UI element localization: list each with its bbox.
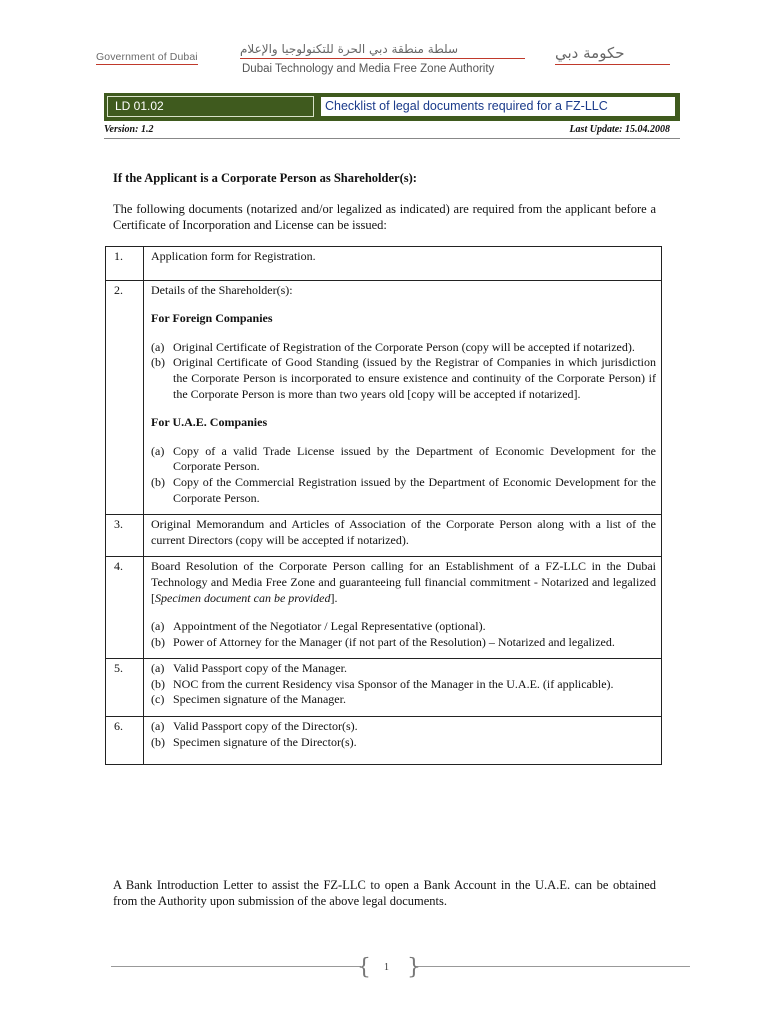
list-item: (b) Copy of the Commercial Registration issued by the Department of Economic Development for the Corporate Person. bbox=[151, 474, 656, 505]
table-row bbox=[106, 515, 662, 557]
foreign-requirements-list bbox=[151, 340, 656, 402]
government-of-dubai-logo-text: Government of Dubai bbox=[96, 51, 198, 63]
list-item: (b) NOC from the current Residency visa Sponsor of the Manager in the U.A.E. (if applicable). bbox=[151, 676, 614, 691]
authority-arabic-name: سلطة منطقة دبي الحرة للتكنولوجيا والإعلام bbox=[240, 42, 525, 56]
table-row bbox=[106, 659, 662, 717]
item-number: 3. bbox=[106, 515, 144, 557]
last-update-label: Last Update: 15.04.2008 bbox=[569, 124, 670, 135]
table-row bbox=[106, 247, 662, 281]
foreign-companies-heading: For Foreign Companies bbox=[151, 311, 273, 326]
specimen-note: Specimen document can be provided bbox=[155, 590, 331, 605]
item-number: 1. bbox=[106, 247, 144, 281]
footer-brace-right: } bbox=[407, 955, 421, 980]
item-text bbox=[144, 717, 662, 765]
document-title: Checklist of legal documents required for a FZ-LLC bbox=[320, 96, 676, 117]
director-requirements-list bbox=[151, 719, 656, 750]
version-label: Version: 1.2 bbox=[104, 124, 154, 135]
list-item: (a) Original Certificate of Registration of the Corporate Person (copy will be accepted if notarized). bbox=[151, 339, 635, 354]
table-row bbox=[106, 280, 662, 515]
board-resolution-list bbox=[151, 619, 656, 650]
document-code: LD 01.02 bbox=[107, 96, 314, 117]
item-description: Board Resolution of the Corporate Person calling for an Establishment of a FZ-LLC in the Dubai Technology and Media Free Zone and guaranteeing full financial commitment - Notarized and legalized [Specimen document can be provided]. bbox=[151, 559, 656, 605]
item-description: Original Memorandum and Articles of Association of the Corporate Person along with a list of the current Directors (copy will be accepted if notarized). bbox=[151, 517, 656, 547]
item-text bbox=[144, 280, 662, 515]
section-heading: If the Applicant is a Corporate Person as Shareholder(s): bbox=[113, 171, 417, 185]
table-row bbox=[106, 557, 662, 659]
list-item: (b) Original Certificate of Good Standing (issued by the Registrar of Companies in which jurisdiction the Corporate Person is incorporated to ensure existence and continuity of the Corporate Person) if the Corporate Person is more than two years old [copy will be accepted if notarized]. bbox=[151, 355, 656, 401]
item-text bbox=[144, 557, 662, 659]
document-title-bar bbox=[104, 93, 680, 121]
list-item: (a) Appointment of the Negotiator / Legal Representative (optional). bbox=[151, 619, 486, 634]
list-item: (a) Valid Passport copy of the Manager. bbox=[151, 661, 347, 676]
header-divider bbox=[104, 138, 680, 139]
footer-rule-left bbox=[111, 966, 361, 967]
uae-requirements-list bbox=[151, 444, 656, 506]
manager-requirements-list bbox=[151, 661, 656, 708]
page-number: 1 bbox=[384, 962, 389, 973]
item-number: 2. bbox=[106, 280, 144, 515]
intro-paragraph: The following documents (notarized and/or legalized as indicated) are required from the applicant before a Certificate of Incorporation and License can be issued: bbox=[113, 202, 656, 232]
item-number: 4. bbox=[106, 557, 144, 659]
item-text bbox=[144, 515, 662, 557]
list-item: (c) Specimen signature of the Manager. bbox=[151, 692, 346, 707]
list-item: (a) Valid Passport copy of the Director(s). bbox=[151, 719, 358, 734]
list-item: (b) Specimen signature of the Director(s). bbox=[151, 734, 357, 749]
footer-brace-left: { bbox=[357, 955, 371, 980]
authority-name: Dubai Technology and Media Free Zone Authority bbox=[242, 63, 495, 75]
government-arabic-logo: حكومة دبي bbox=[555, 44, 670, 62]
item-description: Details of the Shareholder(s): bbox=[151, 282, 293, 297]
item-description: Application form for Registration. bbox=[151, 249, 316, 263]
list-item: (b) Power of Attorney for the Manager (if not part of the Resolution) – Notarized and legalized. bbox=[151, 634, 615, 649]
footer-rule-right bbox=[414, 966, 690, 967]
closing-paragraph: A Bank Introduction Letter to assist the FZ-LLC to open a Bank Account in the U.A.E. can be obtained from the Authority upon submission of the above legal documents. bbox=[113, 878, 656, 908]
document-checklist-table bbox=[105, 246, 662, 765]
list-item: (a) Copy of a valid Trade License issued by the Department of Economic Development for the Corporate Person. bbox=[151, 443, 656, 474]
uae-companies-heading: For U.A.E. Companies bbox=[151, 415, 268, 430]
item-number: 6. bbox=[106, 717, 144, 765]
item-text bbox=[144, 659, 662, 717]
item-number: 5. bbox=[106, 659, 144, 717]
item-text bbox=[144, 247, 662, 281]
table-row bbox=[106, 717, 662, 765]
